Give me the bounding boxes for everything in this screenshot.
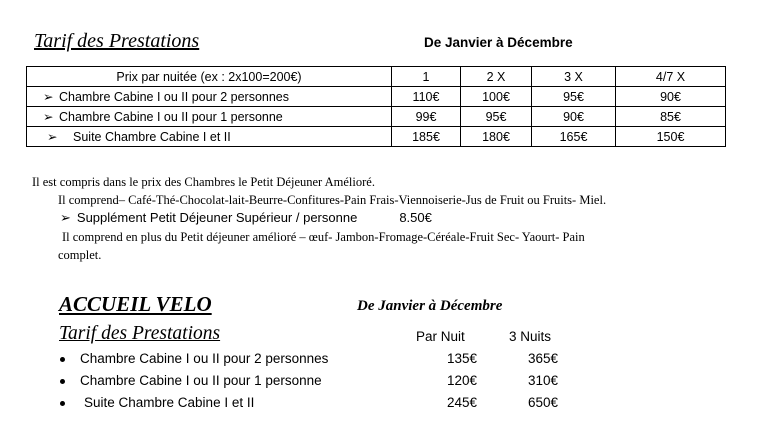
tarif-title: Tarif des Prestations <box>34 30 200 52</box>
price-cell: 90€ <box>532 107 616 127</box>
arrow-bullet-icon: ➢ <box>43 90 54 104</box>
price-cell: 85€ <box>616 107 726 127</box>
velo-subtitle: Tarif des Prestations <box>59 323 221 344</box>
velo-col-3-nights: 3 Nuits <box>509 329 552 344</box>
header-3x: 3 X <box>532 67 616 87</box>
tarif-table <box>26 66 726 147</box>
price-cell: 185€ <box>392 127 461 147</box>
list-item <box>60 395 580 415</box>
price-cell: 165€ <box>532 127 616 147</box>
row-label: Suite Chambre Cabine I et II <box>73 130 231 144</box>
arrow-bullet-icon: ➢ <box>60 210 71 225</box>
velo-title: ACCUEIL VELO <box>59 292 212 316</box>
note-contents: Il comprend– Café-Thé-Chocolat-lait-Beurre-Confitures-Pain Frais-Viennoiserie-Jus de Fruit ou Fruits- Miel. <box>58 193 607 207</box>
velo-price-per-night: 120€ <box>447 373 478 388</box>
tarif-period: De Janvier à Décembre <box>424 35 573 50</box>
price-cell: 99€ <box>392 107 461 127</box>
row-label: Chambre Cabine I ou II pour 2 personnes <box>59 90 289 104</box>
velo-period: De Janvier à Décembre <box>357 298 503 314</box>
list-item <box>60 373 580 393</box>
note-supplement <box>60 210 432 226</box>
note-included: Il est compris dans le prix des Chambres le Petit Déjeuner Amélioré. <box>32 175 375 189</box>
supplement-price: 8.50€ <box>399 210 432 225</box>
header-1: 1 <box>392 67 461 87</box>
bullet-icon <box>60 401 65 406</box>
price-cell: 150€ <box>616 127 726 147</box>
price-cell: 110€ <box>392 87 461 107</box>
price-cell: 180€ <box>461 127 532 147</box>
price-cell: 90€ <box>616 87 726 107</box>
velo-price-per-night: 245€ <box>447 395 478 410</box>
table-header-row <box>27 67 726 87</box>
arrow-bullet-icon: ➢ <box>43 110 54 124</box>
bullet-icon <box>60 379 65 384</box>
table-row <box>27 87 726 107</box>
row-label: Chambre Cabine I ou II pour 1 personne <box>59 110 283 124</box>
velo-price-3-nights: 365€ <box>528 351 559 366</box>
velo-row-label: Suite Chambre Cabine I et II <box>84 395 255 410</box>
note-supplement-contents-end: complet. <box>58 248 102 262</box>
velo-price-3-nights: 310€ <box>528 373 559 388</box>
velo-price-3-nights: 650€ <box>528 395 559 410</box>
header-4-7x: 4/7 X <box>616 67 726 87</box>
velo-row-label: Chambre Cabine I ou II pour 1 personne <box>80 373 322 388</box>
header-price-per-night: Prix par nuitée (ex : 2x100=200€) <box>27 67 392 87</box>
list-item <box>60 351 580 371</box>
header-2x: 2 X <box>461 67 532 87</box>
arrow-bullet-icon: ➢ <box>47 130 58 144</box>
supplement-label: Supplément Petit Déjeuner Supérieur / personne <box>76 210 358 225</box>
price-cell: 95€ <box>532 87 616 107</box>
velo-price-per-night: 135€ <box>447 351 478 366</box>
bullet-icon <box>60 357 65 362</box>
table-row <box>27 127 726 147</box>
note-supplement-contents: Il comprend en plus du Petit déjeuner amélioré – œuf- Jambon-Fromage-Céréale-Fruit Sec- Yaourt- Pain <box>62 230 585 244</box>
price-cell: 95€ <box>461 107 532 127</box>
velo-row-label: Chambre Cabine I ou II pour 2 personnes <box>80 351 329 366</box>
price-cell: 100€ <box>461 87 532 107</box>
table-row <box>27 107 726 127</box>
velo-col-per-night: Par Nuit <box>416 329 465 344</box>
